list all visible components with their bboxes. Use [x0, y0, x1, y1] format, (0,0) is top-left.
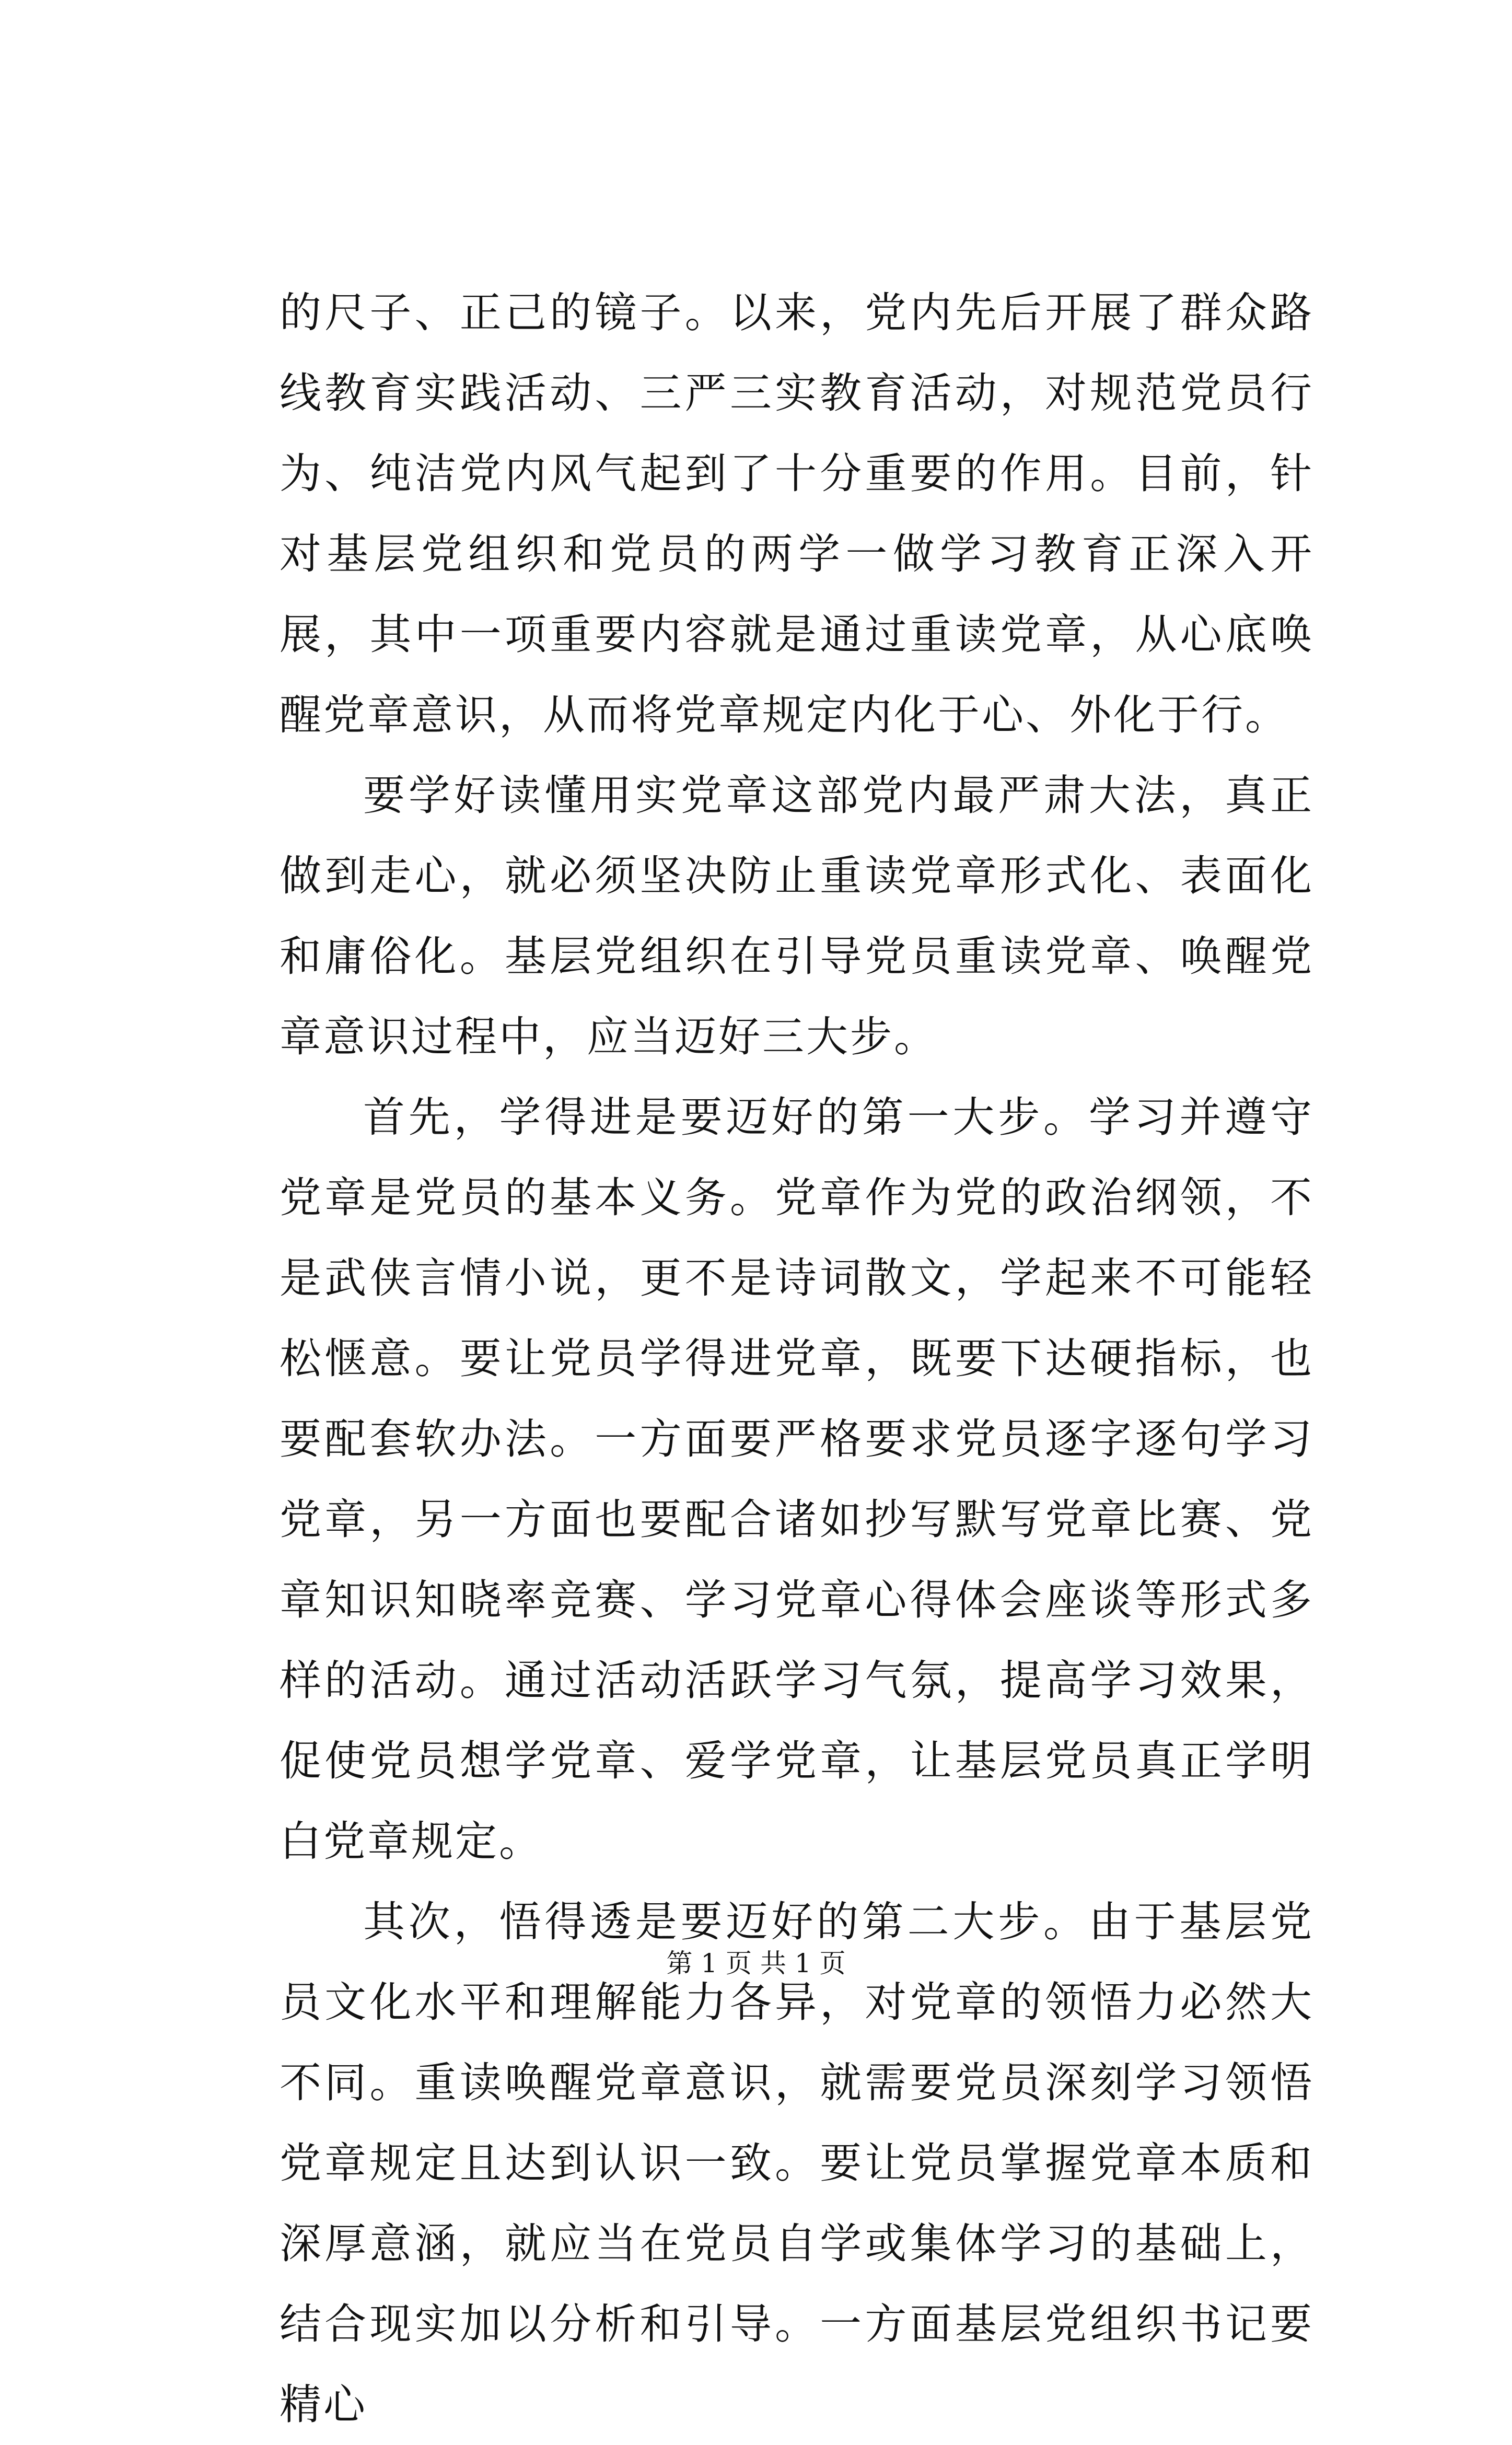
paragraph-3: 首先，学得进是要迈好的第一大步。学习并遵守党章是党员的基本义务。党章作为党的政治纲领，不是武侠言情小说，更不是诗词散文，学起来不可能轻松惬意。要让党员学得进党章，既要下达硬指标，也要配套软办法。一方面要严格要求党员逐字逐句学习党章，另一方面也要配合诸如抄写默写党章比赛、党章知识知晓率竞赛、学习党章心得体会座谈等形式多样的活动。通过活动活跃学习气氛，提高学习效果，促使党员想学党章、爱学党章，让基层党员真正学明白党章规定。 [280, 1093, 1314, 1866]
paragraph-2: 要学好读懂用实党章这部党内最严肃大法，真正做到走心，就必须坚决防止重读党章形式化、表面化和庸俗化。基层党组织在引导党员重读党章、唤醒党章意识过程中，应当迈好三大步。 [280, 771, 1314, 1061]
paragraph-4: 其次，悟得透是要迈好的第二大步。由于基层党员文化水平和理解能力各异，对党章的领悟力必然大不同。重读唤醒党章意识，就需要党员深刻学习领悟党章规定且达到认识一致。要让党员掌握党章本质和深厚意涵，就应当在党员自学或集体学习的基础上，结合现实加以分析和引导。一方面基层党组织书记要精心 [280, 1897, 1314, 2429]
paragraph-1: 的尺子、正己的镜子。以来，党内先后开展了群众路线教育实践活动、三严三实教育活动，对规范党员行为、纯洁党内风气起到了十分重要的作用。目前，针对基层党组织和党员的两学一做学习教育正深入开展，其中一项重要内容就是通过重读党章，从心底唤醒党章意识，从而将党章规定内化于心、外化于行。 [280, 288, 1314, 739]
body-text [280, 273, 1314, 2445]
page-footer: 第 1 页 共 1 页 [666, 1948, 846, 1978]
